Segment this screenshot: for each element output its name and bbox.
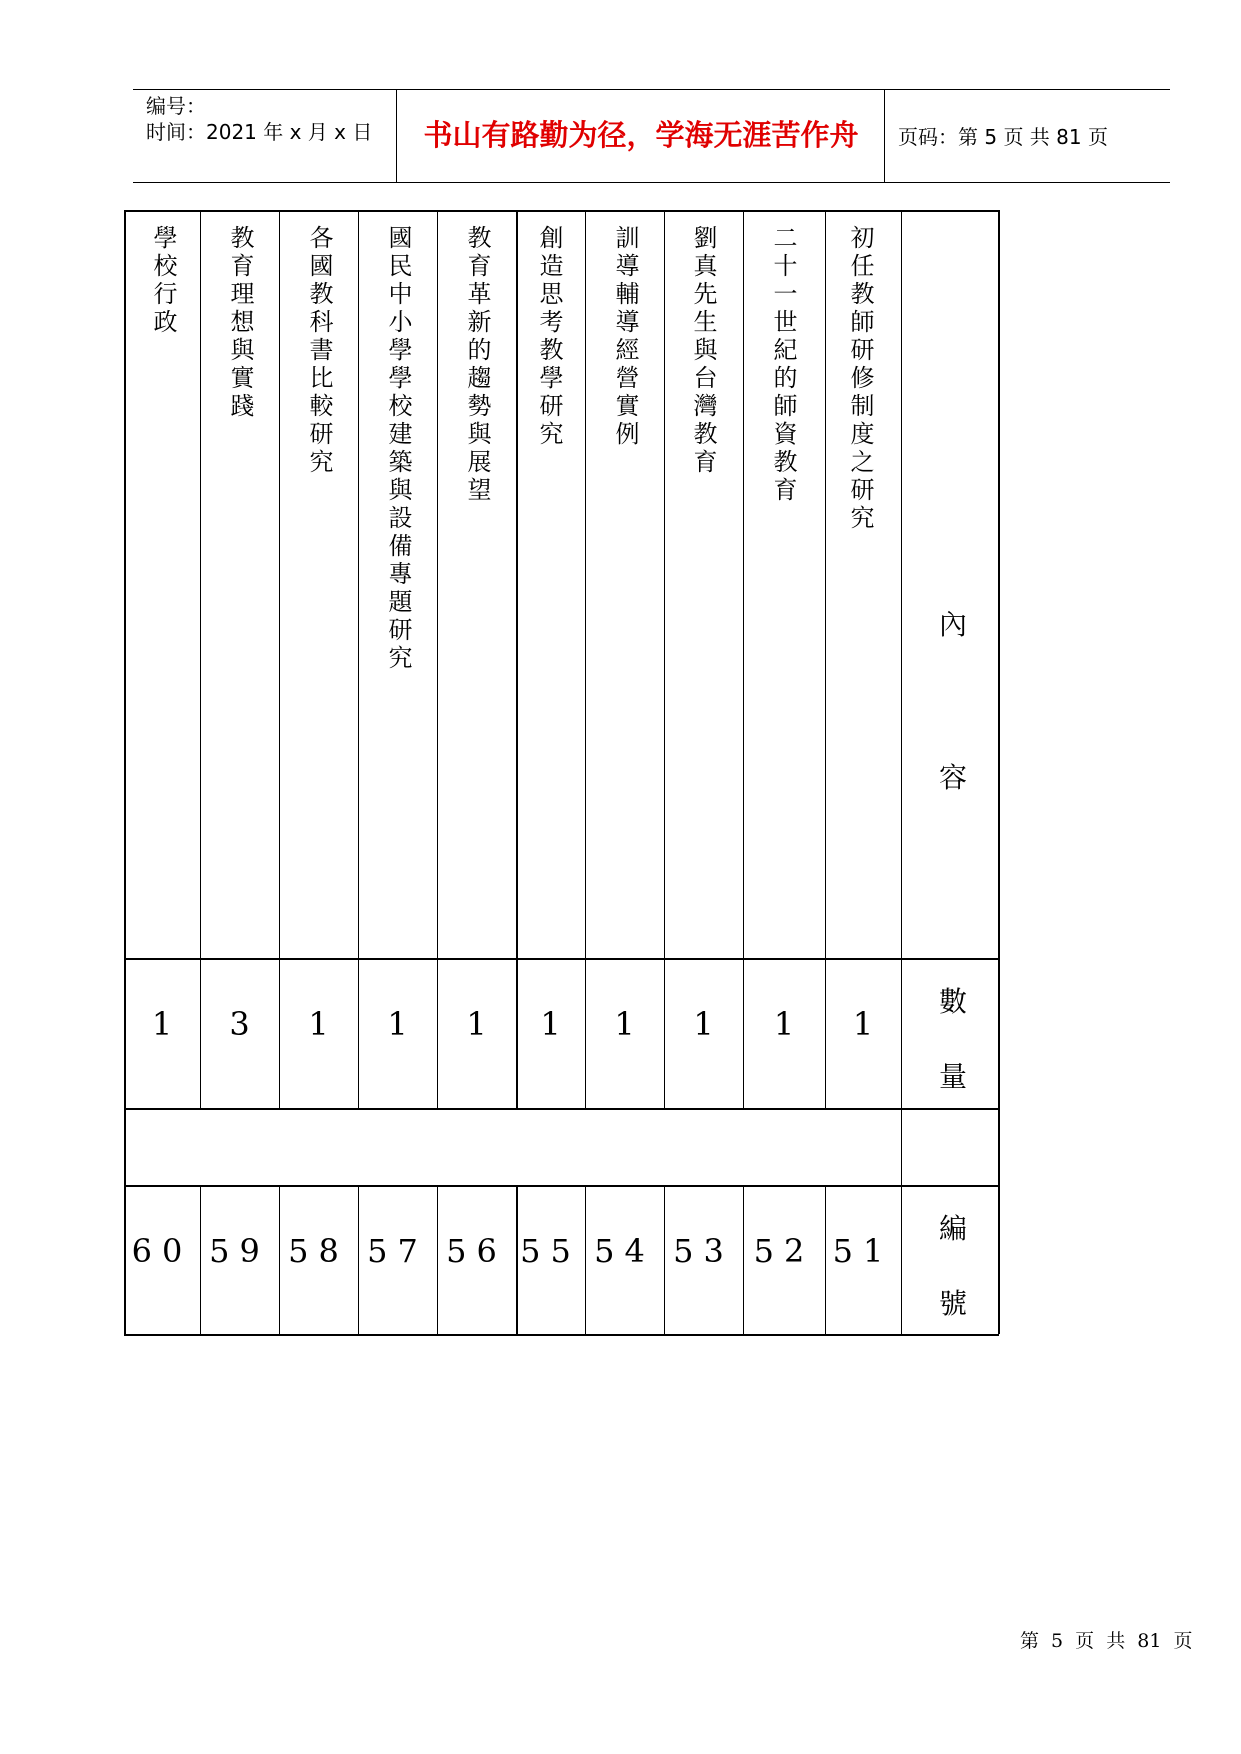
table-col-line bbox=[901, 210, 902, 1334]
content-cell: 教育理想與實踐 bbox=[226, 225, 254, 421]
number-cell: 52 bbox=[753, 1232, 815, 1270]
table-col-line bbox=[516, 210, 518, 1108]
quantity-cell: 1 bbox=[151, 1005, 173, 1043]
row-label-number-char2: 號 bbox=[938, 1287, 967, 1320]
table-row-line bbox=[124, 958, 999, 960]
table-col-line bbox=[664, 210, 665, 1108]
header-number-label: 编号： bbox=[146, 94, 206, 118]
header-bottom-rule bbox=[133, 182, 1170, 183]
table-col-line bbox=[585, 210, 586, 1108]
table-col-line bbox=[124, 210, 126, 1334]
header-page-code: 页码：第 5 页 共 81 页 bbox=[898, 125, 1108, 149]
number-cell: 51 bbox=[832, 1232, 894, 1270]
quantity-cell: 3 bbox=[229, 1005, 250, 1043]
number-cell: 55 bbox=[520, 1232, 581, 1270]
header-divider-right bbox=[884, 90, 885, 182]
content-cell: 教育革新的趨勢與展望 bbox=[463, 225, 491, 505]
table-row-line bbox=[124, 1185, 999, 1187]
number-cell: 60 bbox=[131, 1232, 193, 1270]
quantity-cell: 1 bbox=[387, 1005, 408, 1043]
content-cell: 二十一世紀的師資教育 bbox=[769, 225, 797, 505]
content-cell: 初任教師研修制度之研究 bbox=[846, 225, 874, 533]
quantity-cell: 1 bbox=[308, 1005, 329, 1043]
number-cell: 54 bbox=[594, 1232, 655, 1270]
table-col-line bbox=[437, 210, 438, 1108]
number-cell: 59 bbox=[209, 1232, 270, 1270]
quantity-cell: 1 bbox=[466, 1005, 487, 1043]
number-cell: 57 bbox=[367, 1232, 428, 1270]
quantity-cell: 1 bbox=[852, 1005, 874, 1043]
row-label-quantity-char1: 數 bbox=[938, 985, 967, 1018]
table-col-line bbox=[279, 210, 280, 1108]
table-row-line bbox=[124, 1108, 999, 1110]
header-top-rule bbox=[133, 89, 1170, 90]
header-divider-left bbox=[396, 90, 397, 182]
content-cell: 訓導輔導經營實例 bbox=[611, 225, 639, 449]
table-row-line bbox=[124, 210, 999, 212]
row-label-content-char1: 內 bbox=[938, 608, 967, 641]
header-time-label: 时间：2021 年 x 月 x 日 bbox=[146, 120, 373, 144]
row-label-content-char2: 容 bbox=[938, 761, 967, 794]
quantity-cell: 1 bbox=[773, 1005, 795, 1043]
number-cell: 58 bbox=[288, 1232, 349, 1270]
header-motto: 书山有路勤为径，学海无涯苦作舟 bbox=[423, 118, 859, 152]
table-col-line bbox=[200, 210, 201, 1108]
quantity-cell: 1 bbox=[614, 1005, 635, 1043]
number-cell: 53 bbox=[673, 1232, 734, 1270]
row-label-quantity-char2: 量 bbox=[938, 1060, 967, 1093]
content-cell: 學校行政 bbox=[149, 225, 177, 337]
footer-page-number: 第 5 页 共 81 页 bbox=[1020, 1630, 1193, 1652]
number-cell: 56 bbox=[446, 1232, 507, 1270]
quantity-cell: 1 bbox=[540, 1005, 561, 1043]
content-cell: 創造思考教學研究 bbox=[535, 225, 563, 449]
table-row-line bbox=[124, 1334, 999, 1336]
content-cell: 各國教科書比較研究 bbox=[305, 225, 333, 477]
quantity-cell: 1 bbox=[693, 1005, 714, 1043]
content-cell: 劉真先生與台灣教育 bbox=[689, 225, 717, 477]
row-label-number-char1: 編 bbox=[938, 1212, 967, 1245]
table-col-line bbox=[825, 210, 826, 1108]
content-cell: 國民中小學學校建築與設備專題研究 bbox=[384, 225, 412, 673]
table-col-line bbox=[743, 210, 744, 1108]
table-col-line bbox=[358, 210, 359, 1108]
